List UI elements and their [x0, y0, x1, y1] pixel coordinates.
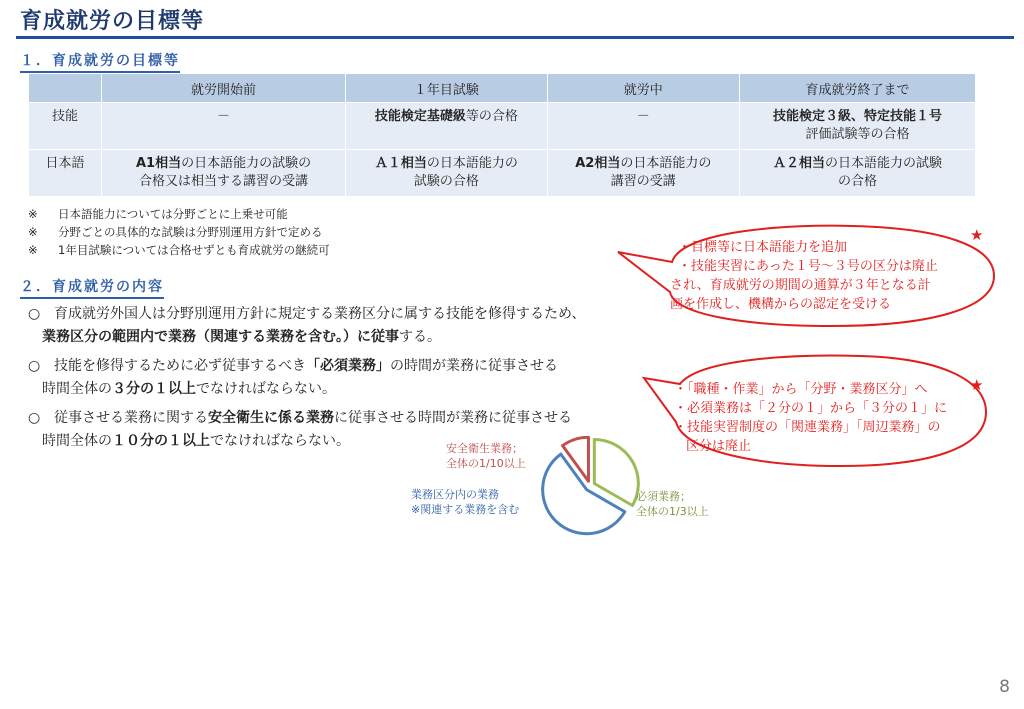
note-mark: ※: [28, 207, 38, 221]
note-item: [28, 223, 330, 241]
plain-text: 合格又は相当する講習の受講: [139, 174, 309, 189]
header-cell: １年目試験: [346, 74, 548, 103]
row-label: 技能: [29, 103, 102, 150]
plain-text: する。: [399, 329, 441, 345]
plain-text: の日本語能力の: [620, 156, 712, 171]
point-line: [54, 358, 558, 374]
callout-line: 画を作成し、機構からの認定を受ける: [670, 297, 892, 312]
table-cell: [739, 150, 975, 197]
title-underline: [16, 36, 1014, 39]
plain-text: 評価試験等の合格: [805, 127, 910, 142]
pie-label-line: ※関連する業務を含む: [411, 503, 520, 516]
note-text: 分野ごとの具体的な試験は分野別運用方針で定める: [58, 225, 323, 239]
section-heading-goals: １．育成就労の目標等: [20, 50, 180, 73]
plain-text: でなければならない。: [210, 433, 350, 449]
callout-bubble-2: [640, 352, 990, 470]
plain-text: の合格: [837, 174, 877, 189]
emphasis-text: 技能検定基礎級: [374, 109, 466, 124]
plain-text: の時間が業務に従事させる: [390, 358, 558, 374]
emphasis-text: A2相当: [575, 156, 621, 171]
point-line: [54, 306, 585, 322]
circle-bullet: ○: [28, 306, 41, 322]
pie-slice-required: [594, 439, 638, 505]
pie-label-safety: [446, 441, 526, 471]
table-cell: [102, 150, 346, 197]
note-text: 日本語能力については分野ごとに上乗せ可能: [58, 207, 288, 221]
plain-text: 等の合格: [465, 109, 518, 124]
table-cell: [102, 103, 346, 150]
note-text: 1年目試験については合格せずとも育成就労の継続可: [58, 243, 330, 257]
plain-text: －: [636, 109, 650, 124]
table-header-row: [29, 74, 976, 103]
callout-line: 区分は廃止: [686, 439, 752, 454]
table-cell: [346, 103, 548, 150]
callout-line: され、育成就労の期間の通算が３年となる計: [670, 278, 931, 293]
emphasis-text: 「必須業務」: [306, 358, 390, 374]
header-cell: 就労開始前: [102, 74, 346, 103]
pie-label-line: 全体の1/10以上: [446, 457, 526, 470]
plain-text: の日本語能力の試験: [824, 156, 942, 171]
callout-line: ・技能実習制度の「関連業務」「周辺業務」の: [674, 420, 941, 435]
emphasis-text: Ａ１相当: [374, 156, 427, 171]
table-cell: [547, 150, 739, 197]
plain-text: 従事させる業務に関する: [54, 410, 208, 426]
emphasis-text: １０分の１以上: [112, 433, 210, 449]
pie-label-required: [636, 489, 709, 519]
pie-label-line: 全体の1/3以上: [636, 505, 709, 518]
callout-line: ・目標等に日本語能力を追加: [678, 240, 848, 255]
section-heading-content: ２．育成就労の内容: [20, 276, 164, 299]
note-mark: ※: [28, 225, 38, 239]
callout-line: ・技能実習にあった１号～３号の区分は廃止: [678, 259, 938, 274]
callout-line: ・「職種・作業」から「分野・業務区分」へ: [674, 382, 928, 397]
plain-text: に従事させる時間が業務に従事させる: [334, 410, 572, 426]
plain-text: 技能を修得するために必ず従事するべき: [54, 358, 306, 374]
table-cell: [547, 103, 739, 150]
work-ratio-pie: [540, 436, 640, 536]
emphasis-text: 安全衛生に係る業務: [208, 410, 334, 426]
notes-list: [28, 205, 330, 259]
header-cell: [29, 74, 102, 103]
point-line: [28, 378, 668, 401]
point-line: [28, 326, 668, 349]
page-number: 8: [999, 677, 1010, 697]
emphasis-text: Ａ２相当: [772, 156, 825, 171]
pie-label-line: 必須業務；: [636, 490, 691, 503]
header-cell: 就労中: [547, 74, 739, 103]
circle-bullet: ○: [28, 410, 41, 426]
callout-line: ・必須業務は「２分の１」から「３分の１」に: [674, 401, 948, 416]
callout-text: [674, 380, 947, 456]
plain-text: －: [217, 109, 231, 124]
goals-table: [28, 73, 976, 197]
table-cell: [739, 103, 975, 150]
point-line: [54, 410, 572, 426]
note-item: [28, 241, 330, 259]
plain-text: 講習の受講: [610, 174, 676, 189]
point-item: [28, 355, 668, 401]
page-title: 育成就労の目標等: [20, 9, 205, 34]
emphasis-text: 技能検定３級、特定技能１号: [772, 109, 942, 124]
callout-bubble-1: [612, 222, 998, 330]
emphasis-text: ３分の１以上: [112, 381, 196, 397]
emphasis-text: A1相当: [135, 156, 182, 171]
star-icon: ★: [970, 226, 984, 244]
plain-text: の日本語能力の試験の: [181, 156, 312, 171]
table-row-japanese: [29, 150, 976, 197]
note-mark: ※: [28, 243, 38, 257]
note-item: [28, 205, 330, 223]
header-cell: 育成就労終了まで: [739, 74, 975, 103]
table-cell: [346, 150, 548, 197]
pie-label-line: 安全衛生業務；: [446, 442, 523, 455]
table-row-skill: [29, 103, 976, 150]
plain-text: 時間全体の: [42, 381, 112, 397]
pie-label-line: 業務区分内の業務: [411, 488, 499, 501]
point-item: [28, 303, 668, 349]
star-icon: ★: [970, 376, 984, 394]
pie-label-category: [411, 487, 519, 517]
plain-text: でなければならない。: [196, 381, 336, 397]
row-label: 日本語: [29, 150, 102, 197]
plain-text: 試験の合格: [413, 174, 479, 189]
plain-text: の日本語能力の: [426, 156, 518, 171]
plain-text: 時間全体の: [42, 433, 112, 449]
plain-text: 育成就労外国人は分野別運用方針に規定する業務区分に属する技能を修得するため、: [54, 306, 586, 322]
emphasis-text: 業務区分の範囲内で業務（関連する業務を含む。）に従事: [42, 329, 399, 345]
circle-bullet: ○: [28, 358, 41, 374]
callout-text: [670, 238, 938, 314]
